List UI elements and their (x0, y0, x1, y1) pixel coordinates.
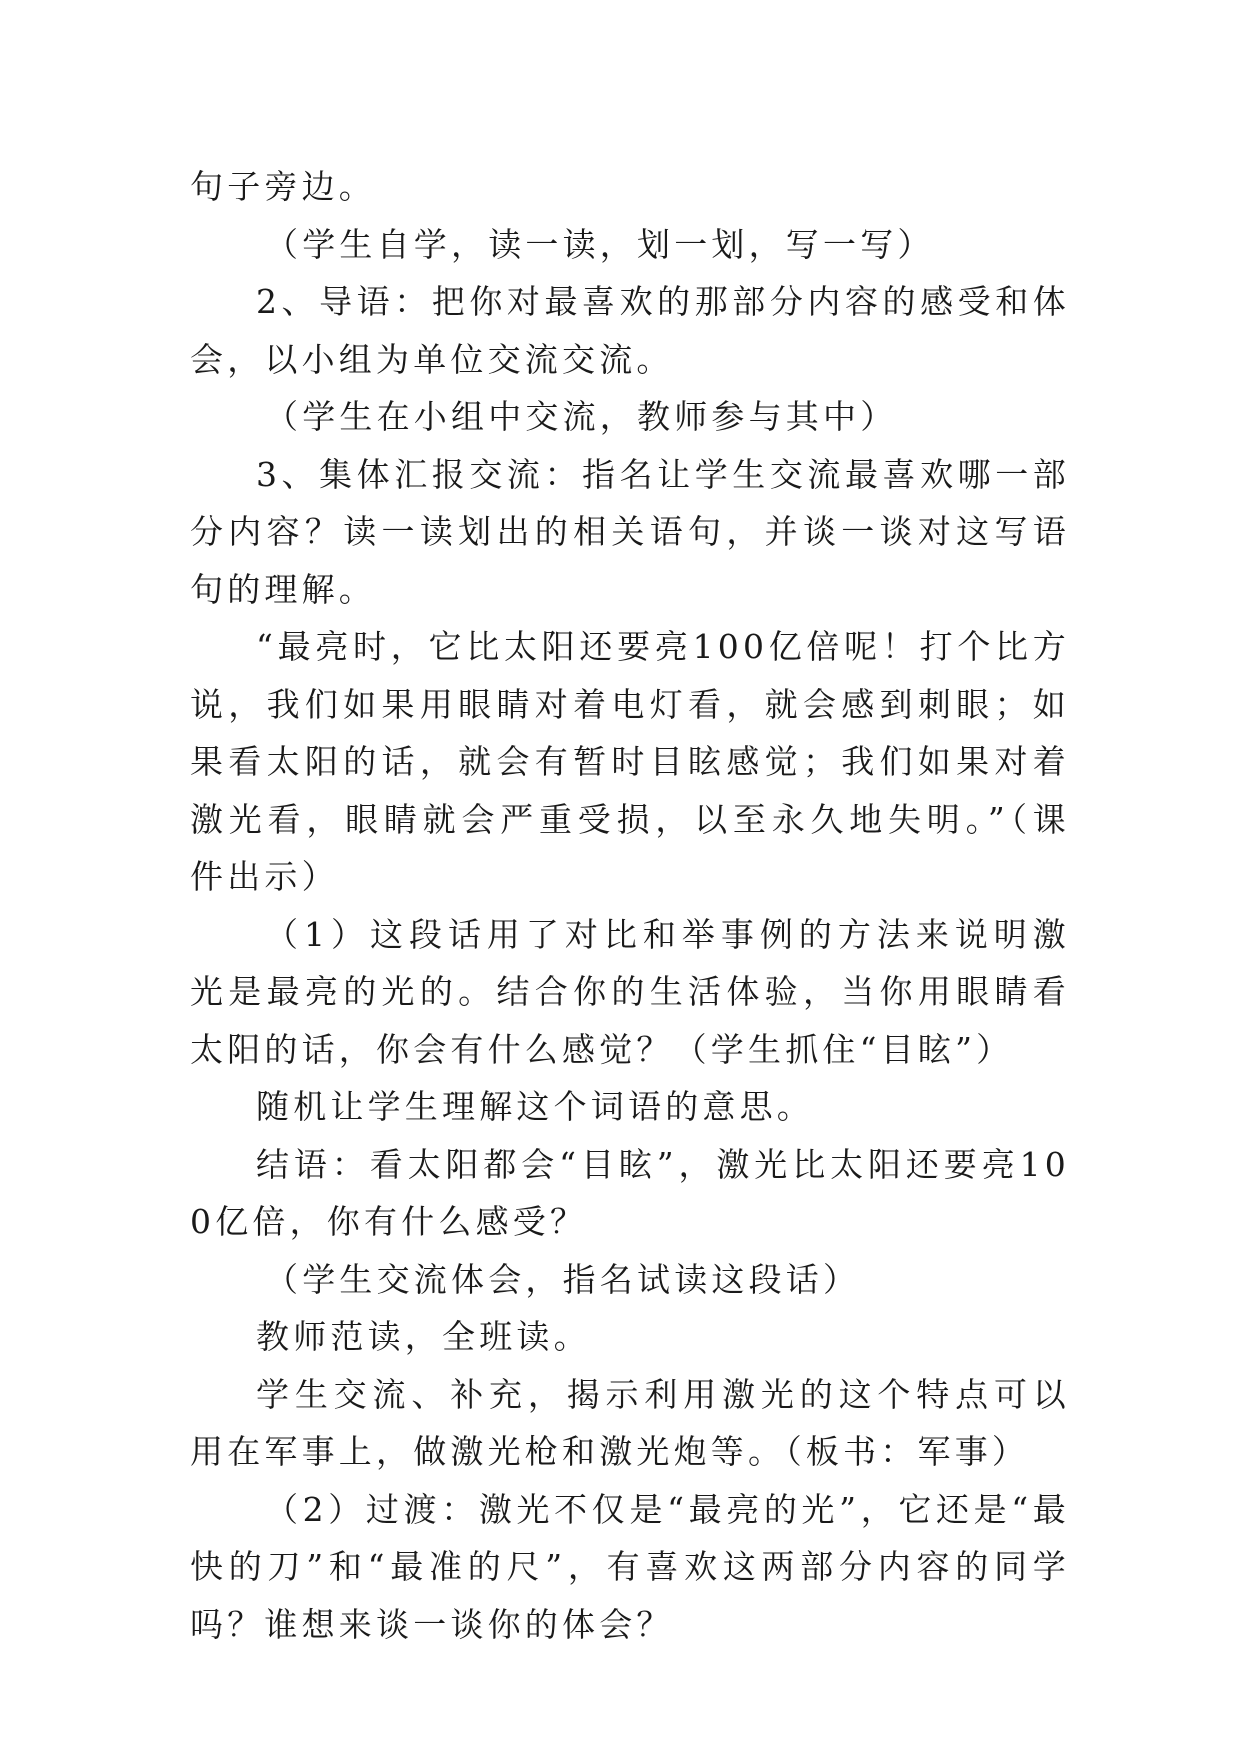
paragraph-student-self-study: （学生自学，读一读，划一划，写一写） (265, 224, 935, 264)
paragraph-continuation: 句子旁边。 (190, 167, 376, 206)
paragraph-military-use: 学生交流、补充，揭示利用激光的这个特点可以用在军事上，做激光枪和激光炮等。（板书：军事） (190, 1374, 1070, 1471)
paragraph-trial-reading: （学生交流体会，指名试读这段话） (265, 1259, 861, 1299)
paragraph-point-2: （2）过渡：激光不仅是“最亮的光”，它还是“最快的刀”和“最准的尺”，有喜欢这两部分内容的同学吗？谁想来谈一谈你的体会？ (190, 1489, 1070, 1644)
paragraph-word-meaning: 随机让学生理解这个词语的意思。 (256, 1087, 814, 1126)
paragraph-collective-report: 3、集体汇报交流：指名让学生交流最喜欢哪一部分内容？读一读划出的相关语句，并谈一谈对这写语句的理解。 (190, 454, 1070, 609)
paragraph-quote-brightest: “最亮时，它比太阳还要亮100亿倍呢！打个比方说，我们如果用眼睛对着电灯看，就会感到刺眼；如果看太阳的话，就会有暂时目眩感觉；我们如果对着激光看，眼睛就会严重受损，以至永久地失明。”（课件出示） (190, 627, 1070, 896)
paragraph-guide-words: 2、导语：把你对最喜欢的那部分内容的感受和体会，以小组为单位交流交流。 (190, 282, 1070, 379)
paragraph-conclusion: 结语：看太阳都会“目眩”，激光比太阳还要亮100亿倍，你有什么感受？ (190, 1144, 1070, 1241)
document-body (190, 158, 1070, 1653)
paragraph-model-reading: 教师范读，全班读。 (256, 1317, 591, 1356)
paragraph-group-exchange: （学生在小组中交流，教师参与其中） (265, 397, 898, 436)
paragraph-point-1: （1）这段话用了对比和举事例的方法来说明激光是最亮的光的。结合你的生活体验，当你用眼睛看太阳的话，你会有什么感觉？（学生抓住“目眩”） (190, 914, 1070, 1069)
